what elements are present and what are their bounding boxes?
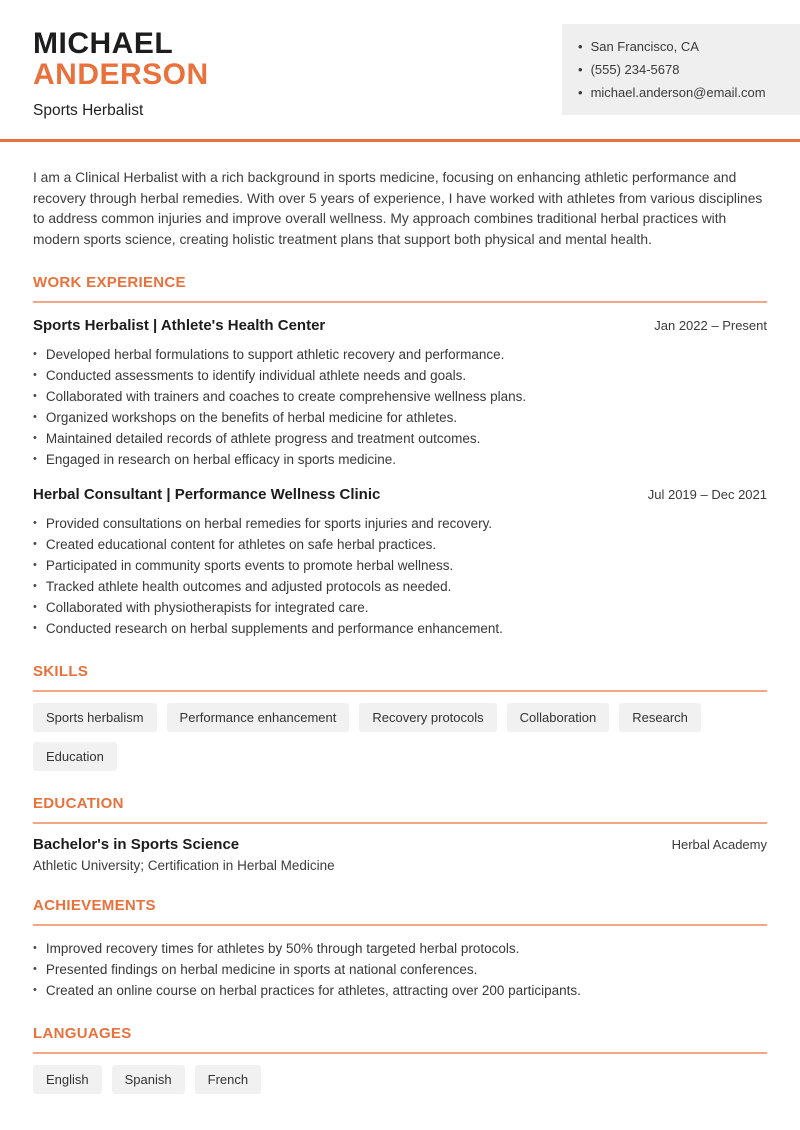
bullet-icon: • — [33, 432, 37, 444]
contact-item-phone — [578, 58, 786, 81]
bullet-icon: • — [33, 453, 37, 465]
bullet-icon: • — [33, 580, 37, 592]
headline: Sports Herbalist — [33, 102, 144, 119]
bullet-list — [33, 344, 767, 470]
degree-name: Bachelor's in Sports Science — [33, 836, 240, 853]
skill-chip: Education — [33, 742, 117, 771]
job-entry — [33, 486, 767, 639]
bullet-text: Provided consultations on herbal remedies for sports injuries and recovery. — [45, 516, 493, 531]
bullet-text: Created educational content for athletes on safe herbal practices. — [45, 537, 437, 552]
bullet-text: Maintained detailed records of athlete progress and treatment outcomes. — [45, 431, 481, 446]
bullet-item — [33, 555, 767, 576]
bullet-item — [33, 386, 767, 407]
bullet-icon: • — [33, 390, 37, 402]
education-entry — [33, 836, 767, 873]
skill-chip: Collaboration — [507, 703, 610, 732]
contact-location: San Francisco, CA — [590, 39, 699, 54]
bullet-text: Participated in community sports events to promote herbal wellness. — [45, 558, 454, 573]
bullet-item — [33, 959, 767, 980]
bullet-icon: • — [33, 622, 37, 634]
contact-card — [562, 24, 800, 115]
education-header-row — [33, 836, 767, 853]
institution-name: Herbal Academy — [671, 837, 767, 852]
bullet-item — [33, 344, 767, 365]
language-chip: French — [195, 1065, 261, 1094]
bullet-text: Conducted assessments to identify individual athlete needs and goals. — [45, 368, 467, 383]
languages-chip-list — [33, 1065, 767, 1094]
section-work-experience — [33, 274, 767, 639]
header-divider — [0, 139, 800, 142]
bullet-icon: • — [33, 411, 37, 423]
bullet-item — [33, 618, 767, 639]
skill-chip: Performance enhancement — [167, 703, 350, 732]
bullet-list — [33, 513, 767, 639]
bullet-text: Conducted research on herbal supplements and performance enhancement. — [45, 621, 503, 636]
job-dates: Jul 2019 – Dec 2021 — [647, 487, 767, 502]
skills-chip-list — [33, 703, 767, 771]
language-chip: English — [33, 1065, 102, 1094]
bullet-text: Created an online course on herbal practices for athletes, attracting over 200 participants. — [45, 983, 581, 998]
bullet-text: Collaborated with trainers and coaches to create comprehensive wellness plans. — [45, 389, 527, 404]
bullet-icon: • — [578, 39, 583, 54]
first-name: MICHAEL — [33, 27, 174, 60]
name-block — [33, 24, 209, 120]
section-title-achievements: ACHIEVEMENTS — [33, 897, 767, 926]
section-achievements — [33, 897, 767, 1001]
bullet-item — [33, 597, 767, 618]
bullet-item — [33, 407, 767, 428]
bullet-icon: • — [33, 963, 37, 975]
bullet-text: Presented findings on herbal medicine in sports at national conferences. — [45, 962, 478, 977]
bullet-item — [33, 576, 767, 597]
job-header-row — [33, 486, 767, 503]
bullet-item — [33, 428, 767, 449]
job-title-company: Sports Herbalist | Athlete's Health Center — [33, 317, 326, 334]
bullet-icon: • — [33, 348, 37, 360]
bullet-item — [33, 938, 767, 959]
section-languages — [33, 1025, 767, 1094]
job-header-row — [33, 317, 767, 334]
bullet-item — [33, 449, 767, 470]
section-title-work-experience: WORK EXPERIENCE — [33, 274, 767, 303]
bullet-icon: • — [578, 85, 583, 100]
bullet-text: Developed herbal formulations to support athletic recovery and performance. — [45, 347, 505, 362]
education-details: Athletic University; Certification in Herbal Medicine — [33, 858, 335, 873]
bullet-item — [33, 980, 767, 1001]
bullet-text: Improved recovery times for athletes by 50% through targeted herbal protocols. — [45, 941, 520, 956]
contact-item-location — [578, 35, 786, 58]
section-skills — [33, 663, 767, 771]
bullet-text: Collaborated with physiotherapists for integrated care. — [45, 600, 369, 615]
bullet-icon: • — [33, 538, 37, 550]
summary-paragraph: I am a Clinical Herbalist with a rich background in sports medicine, focusing on enhancing athletic performance and recovery through herbal remedies. With over 5 years of experience, I have worked with athletes from various disciplines to address common injuries and improve overall wellness. My approach combines traditional herbal practices with modern sports science, creating holistic treatment plans that support both physical and mental health. — [33, 170, 763, 247]
skill-chip: Recovery protocols — [359, 703, 496, 732]
bullet-list — [33, 938, 767, 1001]
last-name: ANDERSON — [33, 58, 209, 91]
bullet-icon: • — [33, 942, 37, 954]
contact-email: michael.anderson@email.com — [590, 85, 766, 100]
job-dates: Jan 2022 – Present — [654, 318, 767, 333]
job-title-company: Herbal Consultant | Performance Wellness Clinic — [33, 486, 381, 503]
bullet-text: Engaged in research on herbal efficacy in sports medicine. — [45, 452, 397, 467]
section-title-skills: SKILLS — [33, 663, 767, 692]
section-title-education: EDUCATION — [33, 795, 767, 824]
skill-chip: Sports herbalism — [33, 703, 157, 732]
bullet-icon: • — [33, 369, 37, 381]
bullet-icon: • — [33, 559, 37, 571]
contact-phone: (555) 234-5678 — [590, 62, 680, 77]
bullet-icon: • — [33, 517, 37, 529]
contact-item-email — [578, 81, 786, 104]
bullet-text: Tracked athlete health outcomes and adjusted protocols as needed. — [45, 579, 452, 594]
language-chip: Spanish — [112, 1065, 185, 1094]
bullet-item — [33, 365, 767, 386]
bullet-item — [33, 513, 767, 534]
section-title-languages: LANGUAGES — [33, 1025, 767, 1054]
bullet-text: Organized workshops on the benefits of herbal medicine for athletes. — [45, 410, 458, 425]
skill-chip: Research — [619, 703, 701, 732]
bullet-icon: • — [33, 984, 37, 996]
bullet-item — [33, 534, 767, 555]
bullet-icon: • — [578, 62, 583, 77]
job-entry — [33, 317, 767, 470]
bullet-icon: • — [33, 601, 37, 613]
section-education — [33, 795, 767, 873]
resume-header — [0, 0, 800, 120]
